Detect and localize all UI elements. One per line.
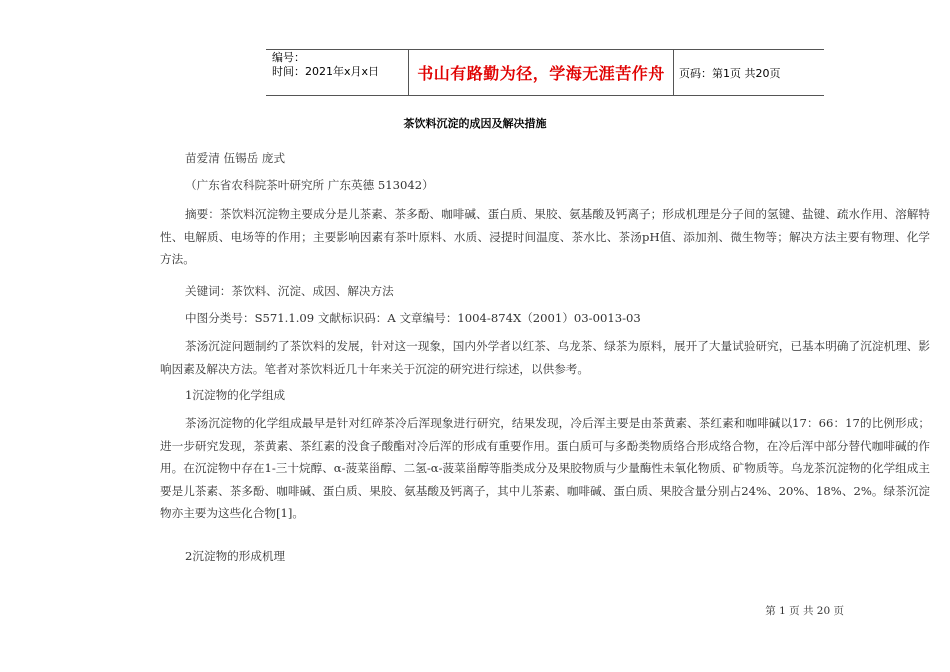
header-motto: 书山有路勤为径，学海无涯苦作舟 — [408, 50, 674, 95]
keywords: 关键词：茶饮料、沉淀、成因、解决方法 — [185, 284, 394, 298]
time-label: 时间：2021年x月x日 — [272, 65, 380, 78]
section1-paragraph: 茶汤沉淀物的化学组成最早是针对红碎茶冷后浑现象进行研究，结果发现，冷后浑主要是由茶黄素、茶红素和咖啡碱以17：66：17的比例形成；进一步研究发现，茶黄素、茶红素的没食子酸酯对冷后浑的形成有重要作用。蛋白质可与多酚类物质络合形成络合物，在冷后浑中部分替代咖啡碱的作用。在沉淀物中存在1-三十烷醇、α-菠菜甾醇、二氢-α-菠菜甾醇等脂类成分及果胶物质与少量酶性未氧化物质、矿物质等。乌龙茶沉淀物的化学组成主要是儿茶素、茶多酚、咖啡碱、蛋白质、果胶、氨基酸及钙离子，其中儿茶素、咖啡碱、蛋白质、果胶含量分别占24%、20%、18%、2%。绿茶沉淀物亦主要为这些化合物[1]。 — [160, 416, 930, 520]
header-table — [266, 49, 824, 96]
authors: 苗爱清 伍锡岳 庞式 — [185, 151, 286, 165]
section2-heading: 2沉淀物的形成机理 — [185, 549, 286, 563]
header-meta-cell — [266, 50, 408, 95]
intro-paragraph: 茶汤沉淀问题制约了茶饮料的发展，针对这一现象，国内外学者以红茶、乌龙茶、绿茶为原料，展开了大量试验研究，已基本明确了沉淀机理、影响因素及解决方法。笔者对茶饮料近几十年来关于沉淀的研究进行综述，以供参考。 — [160, 339, 930, 376]
abstract-paragraph: 摘要：茶饮料沉淀物主要成分是儿茶素、茶多酚、咖啡碱、蛋白质、果胶、氨基酸及钙离子；形成机理是分子间的氢键、盐键、疏水作用、溶解特性、电解质、电场等的作用；主要影响因素有茶叶原料、水质、浸提时间温度、茶水比、茶汤pH值、添加剂、微生物等；解决方法主要有物理、化学方法。 — [160, 207, 930, 266]
document-title: 茶饮料沉淀的成因及解决措施 — [403, 117, 547, 130]
footer-page-number: 第 1 页 共 20 页 — [765, 605, 844, 617]
header-page-info: 页码：第1页 共20页 — [679, 66, 781, 80]
affiliation: （广东省农科院茶叶研究所 广东英德 513042） — [185, 178, 434, 192]
section1-heading: 1沉淀物的化学组成 — [185, 388, 286, 402]
serial-label: 编号： — [272, 51, 305, 64]
classification-line: 中图分类号：S571.1.09 文献标识码：A 文章编号：1004-874X（2001）03-0013-03 — [185, 311, 641, 325]
